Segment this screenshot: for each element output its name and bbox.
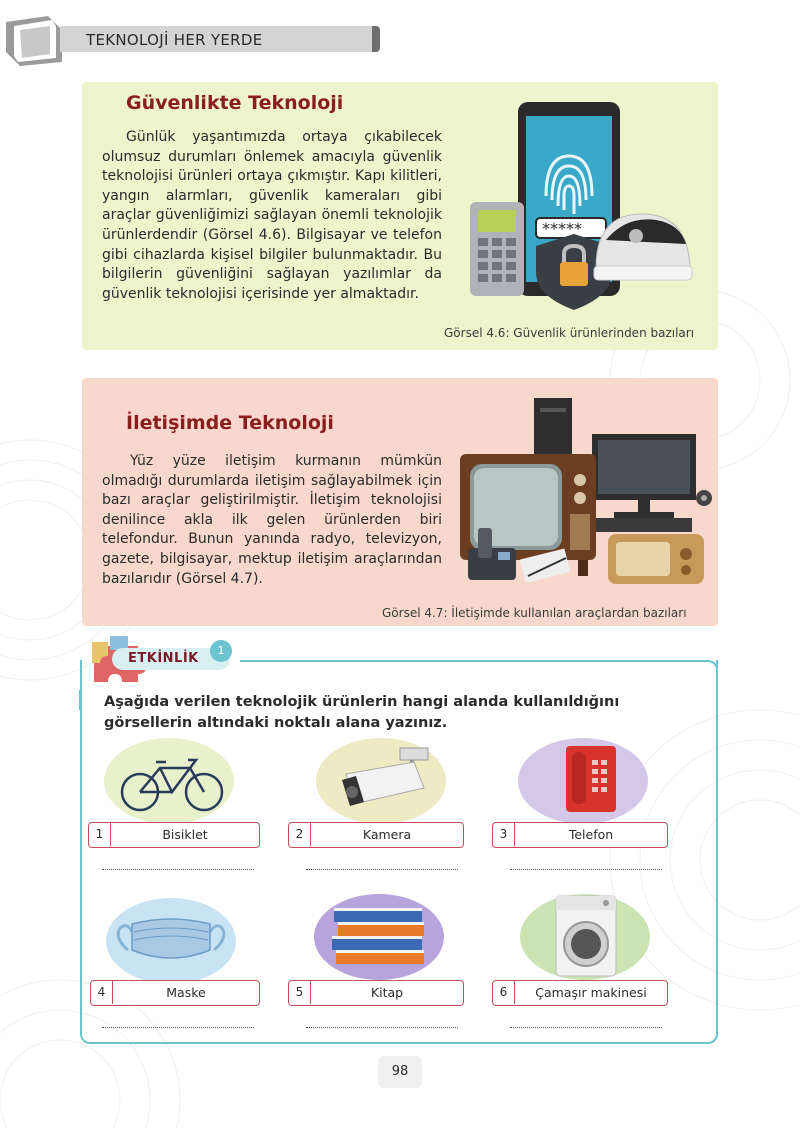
item-label-3 bbox=[492, 822, 668, 848]
item-name-3: Telefon bbox=[568, 827, 614, 842]
item-number-4: 4 bbox=[91, 981, 113, 1004]
answer-line-2[interactable] bbox=[306, 868, 458, 870]
activity-number: 1 bbox=[210, 640, 232, 662]
item-number-6: 6 bbox=[493, 981, 515, 1004]
answer-line-1[interactable] bbox=[102, 868, 254, 870]
washing-machine-icon bbox=[520, 894, 650, 980]
answer-line-3[interactable] bbox=[510, 868, 662, 870]
header-bar-accent bbox=[372, 26, 380, 52]
mask-icon bbox=[106, 898, 236, 984]
item-number-5: 5 bbox=[289, 981, 311, 1004]
item-number-3: 3 bbox=[493, 823, 515, 846]
keyboard-icon bbox=[596, 518, 692, 532]
item-name-2: Kamera bbox=[362, 827, 412, 842]
telephone-icon bbox=[518, 738, 648, 824]
radio-icon bbox=[608, 534, 704, 584]
item-name-4: Maske bbox=[166, 985, 206, 1000]
communication-devices-illustration bbox=[454, 392, 714, 588]
security-caption: Görsel 4.6: Güvenlik ürünlerinden bazıları bbox=[444, 326, 695, 340]
item-label-2 bbox=[288, 822, 464, 848]
item-number-1: 1 bbox=[89, 823, 111, 846]
activity-left-marker bbox=[79, 690, 81, 710]
item-name-1: Bisiklet bbox=[162, 827, 208, 842]
security-body: Günlük yaşantımızda ortaya çıkabilecek olumsuz durumları önlemek amacıyla güvenlik teknolojisi ürünleri ortaya çıkmıştır. Kapı kilitleri, yangın alarmları, güvenlik kameraları gibi araçlar güvenliğimizi sağlayan önemli teknolojik ürünlerdendir (Görsel 4.6). Bilgisayar ve telefon gibi cihazlarda kişisel bilgiler bulunmaktadır. Bu bilgilerin güvenliğini sağlayan yazılımlar da güvenlik teknolojisi içerisinde yer almaktadır. bbox=[102, 129, 442, 302]
computer-monitor-icon bbox=[592, 434, 696, 518]
communication-title: İletişimde Teknoloji bbox=[126, 412, 334, 434]
page-number: 98 bbox=[378, 1056, 422, 1088]
password-mask: ***** bbox=[542, 219, 582, 238]
communication-section bbox=[82, 378, 718, 626]
activity-label: ETKİNLİK bbox=[128, 651, 199, 666]
item-label-6 bbox=[492, 980, 668, 1006]
security-section bbox=[82, 82, 718, 350]
keypad-icon bbox=[470, 202, 524, 296]
camera-icon bbox=[316, 738, 446, 824]
camera-picture bbox=[316, 738, 446, 824]
item-name-6: Çamaşır makinesi bbox=[535, 985, 647, 1000]
washing-machine-picture bbox=[520, 894, 650, 980]
webcam-icon bbox=[696, 490, 712, 506]
bicycle-icon bbox=[104, 738, 234, 824]
item-number-2: 2 bbox=[289, 823, 311, 846]
mask-picture bbox=[106, 898, 236, 984]
item-name-5: Kitap bbox=[370, 985, 404, 1000]
answer-line-5[interactable] bbox=[306, 1026, 458, 1028]
answer-line-4[interactable] bbox=[102, 1026, 254, 1028]
security-products-illustration bbox=[466, 96, 700, 314]
books-picture bbox=[314, 894, 444, 980]
communication-body: Yüz yüze iletişim kurmanın mümkün olmadığı durumlarda iletişim sağlayabilmek için bazı araçlar geliştirilmiştir. İletişim teknolojisi denilince akla ilk gelen ürünlerden biri telefondur. Bunun yanında radyo, televizyon, gazete, bilgisayar, mektup iletişim araçlarından bazılarıdır (Görsel 4.7). bbox=[102, 453, 442, 587]
page-header bbox=[0, 0, 800, 70]
communication-caption: Görsel 4.7: İletişimde kullanılan araçlardan bazıları bbox=[382, 606, 687, 620]
item-label-5 bbox=[288, 980, 464, 1006]
security-title: Güvenlikte Teknoloji bbox=[126, 92, 344, 114]
books-icon bbox=[314, 894, 444, 980]
header-title: TEKNOLOJİ HER YERDE bbox=[86, 31, 263, 49]
telephone-picture bbox=[518, 738, 648, 824]
item-label-4 bbox=[90, 980, 260, 1006]
item-label-1 bbox=[88, 822, 260, 848]
activity-instruction: Aşağıda verilen teknolojik ürünlerin hangi alanda kullanıldığını görsellerin altındaki noktalı alana yazınız. bbox=[104, 694, 620, 731]
bicycle-picture bbox=[104, 738, 234, 824]
answer-line-6[interactable] bbox=[510, 1026, 662, 1028]
